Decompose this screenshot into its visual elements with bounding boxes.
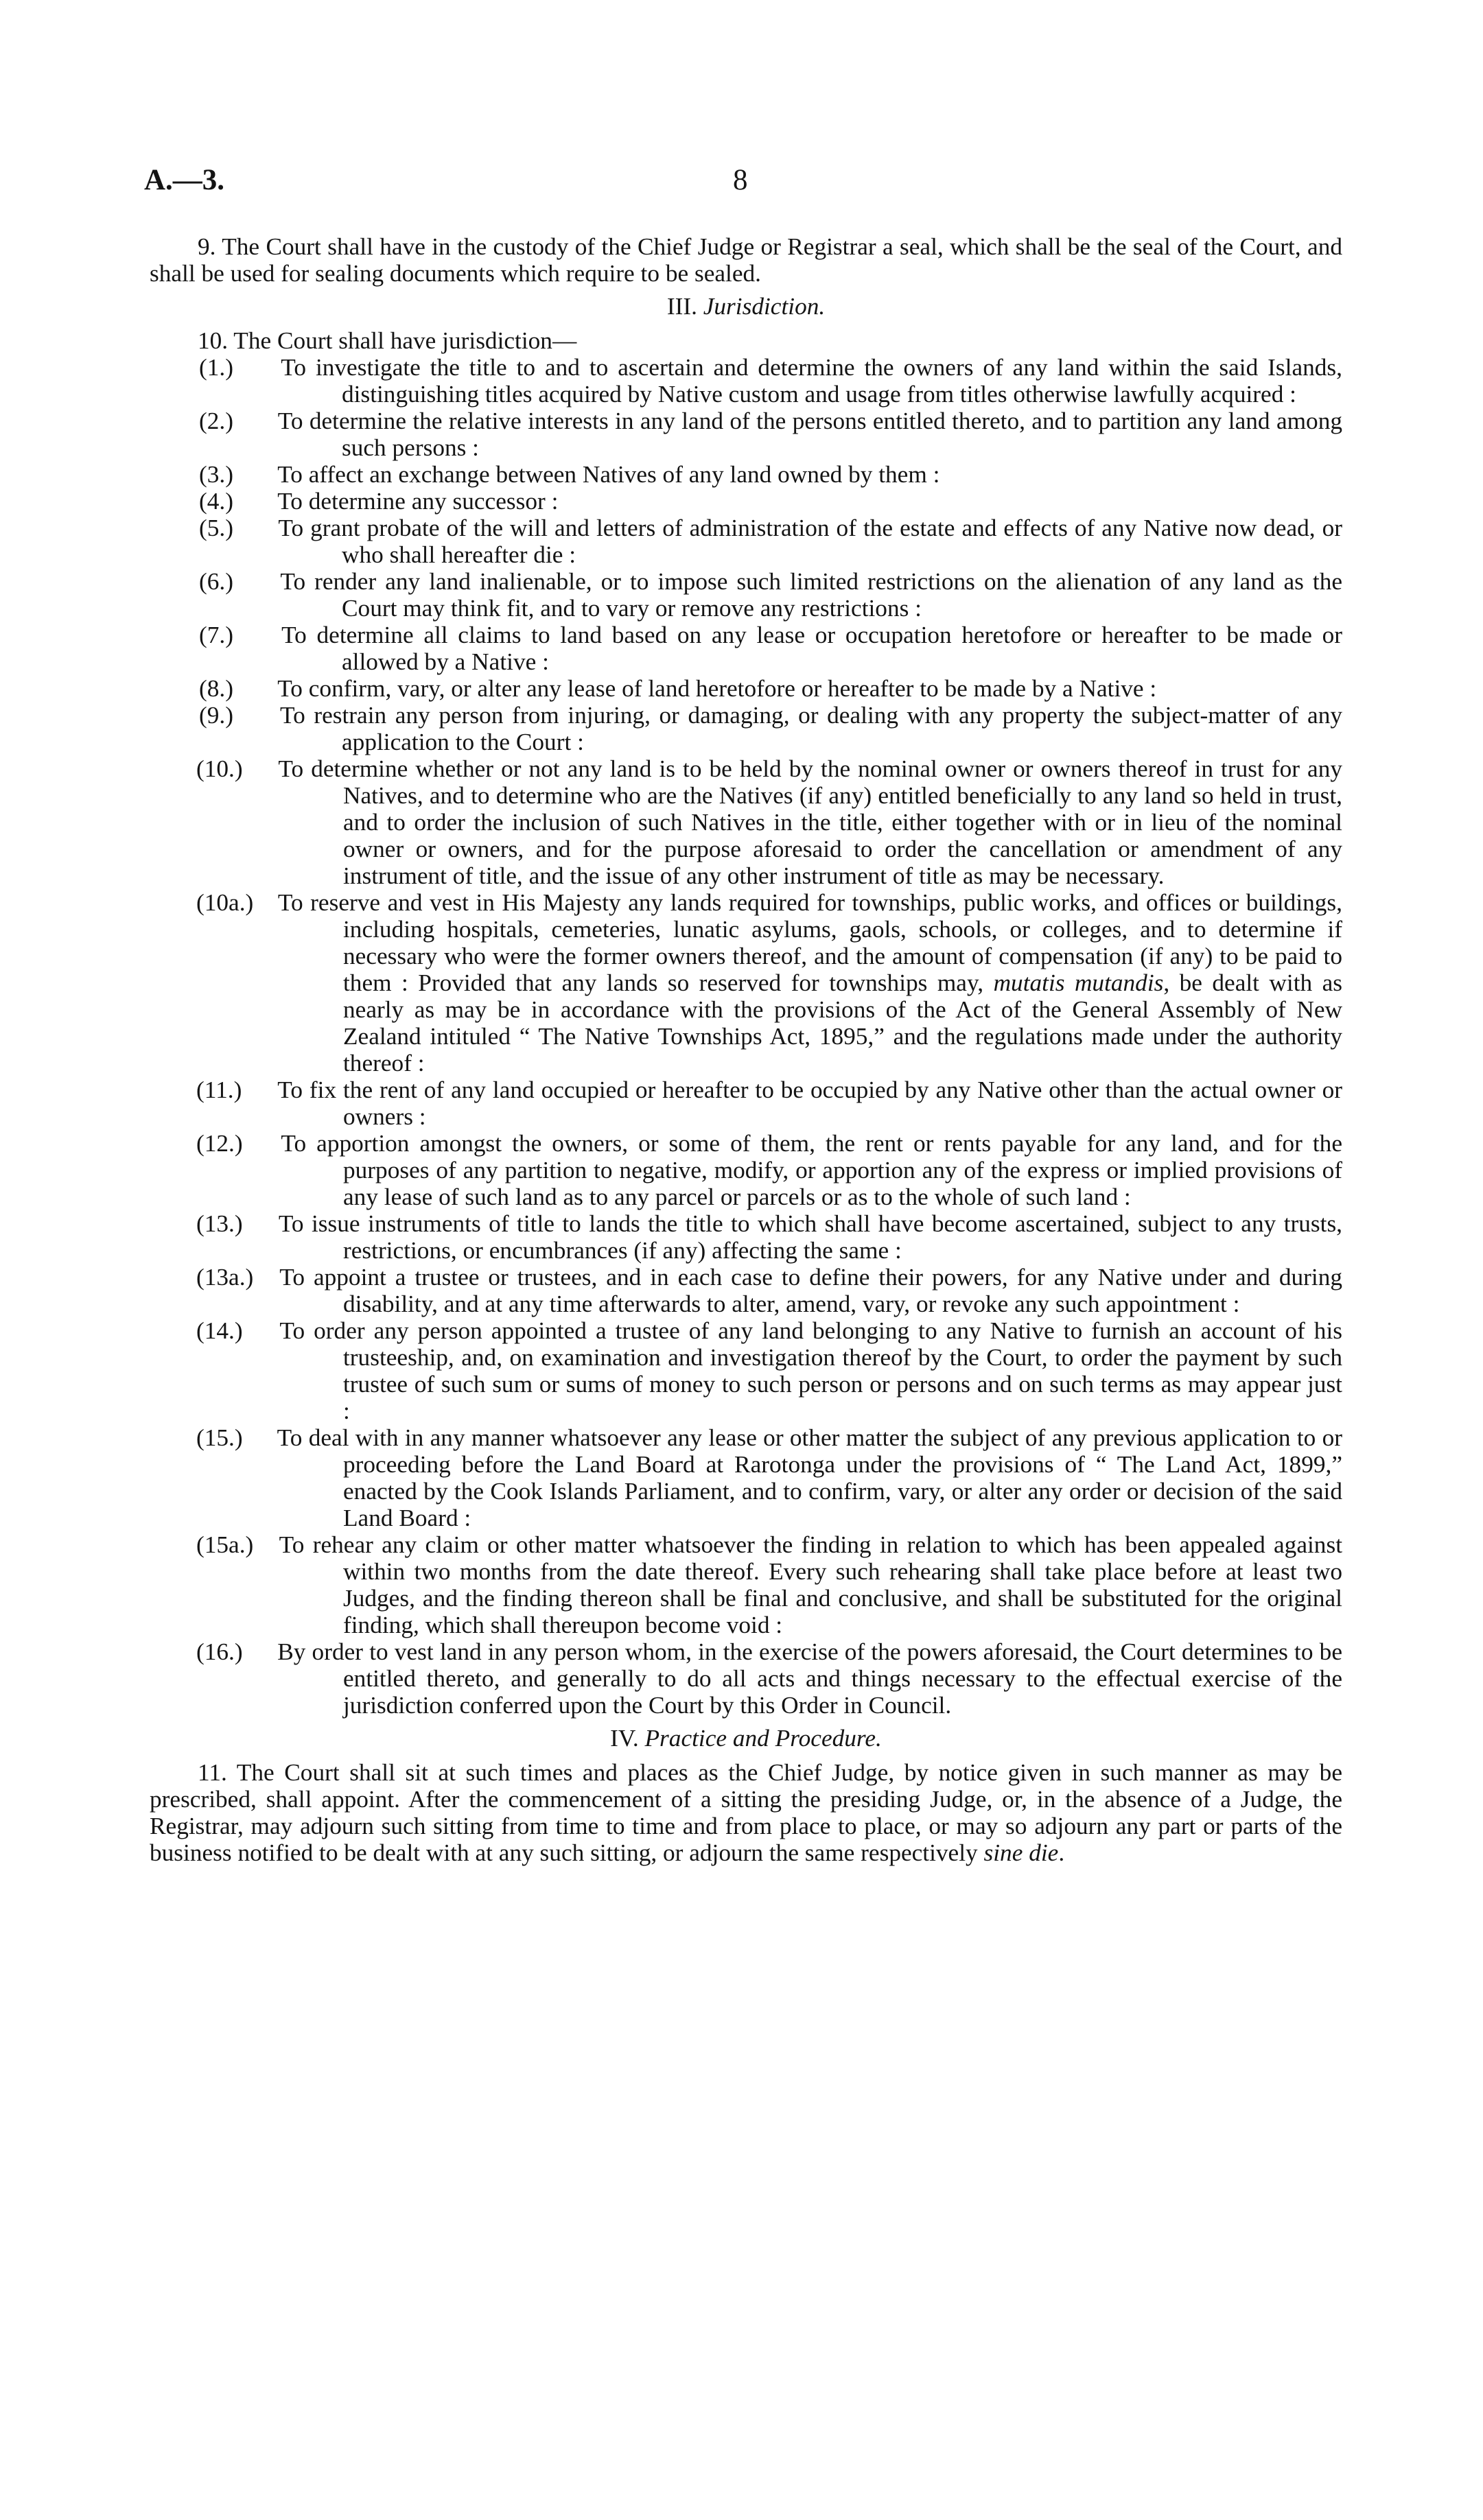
section-11-text: 11. The Court shall sit at such times and places as the Chief Judge, by notice given in such manner as may be prescribed, shall appoint. After the commencement of a sitting the presiding Judge, or, in the absence of a Judge, the Registrar, may adjourn such sitting from time to time and from place to place, or may so adjourn any part or parts of the business notified to be dealt with at any such sitting, or adjourn the same respectively bbox=[150, 1759, 1342, 1866]
list-item bbox=[150, 488, 1342, 515]
item-text: To reserve and vest in His Majesty any lands required for townships, public works, and offices or buildings, including hospitals, cemeteries, lunatic asylums, gaols, schools, or colleges, and to determine if necessary who were the former owners thereof, and the amount of compensation (if any) to be paid to them : Provided that any lands so reserved for townships may, bbox=[277, 889, 1342, 996]
item-label: (12.) bbox=[196, 1130, 243, 1157]
item-label: (15.) bbox=[196, 1424, 243, 1451]
section-11 bbox=[150, 1759, 1342, 1866]
list-item bbox=[150, 1531, 1342, 1638]
jurisdiction-list bbox=[150, 354, 1342, 1719]
list-item bbox=[150, 1210, 1342, 1264]
section-9: 9. The Court shall have in the custody of the Chief Judge or Registrar a seal, which shall be the seal of the Court, and shall be used for sealing documents which require to be sealed. bbox=[150, 233, 1342, 287]
item-label: (8.) bbox=[199, 675, 233, 702]
document-body bbox=[150, 233, 1342, 1866]
list-item bbox=[150, 622, 1342, 675]
item-label: (4.) bbox=[199, 488, 233, 515]
item-label: (5.) bbox=[199, 515, 233, 541]
item-text: To investigate the title to and to ascertain and determine the owners of any land within the said Islands, distinguishing titles acquired by Native custom and usage from titles otherwise lawfully acquired : bbox=[281, 354, 1342, 408]
item-text: To confirm, vary, or alter any lease of land heretofore or hereafter to be made by a Native : bbox=[277, 675, 1157, 702]
section-11-end: . bbox=[1058, 1839, 1065, 1866]
section-10-intro: 10. The Court shall have jurisdiction— bbox=[198, 327, 577, 354]
item-label: (3.) bbox=[199, 461, 233, 488]
item-text: To grant probate of the will and letters of administration of the estate and effects of any Native now dead, or who shall hereafter die : bbox=[278, 515, 1342, 568]
item-text: To apportion amongst the owners, or some of them, the rent or rents payable for any land, and for the purposes of any partition to negative, modify, or apportion any of the express or implied provisions of any lease of such land as to any parcel or parcels or as to the whole of such land : bbox=[281, 1130, 1342, 1210]
part-heading-iii bbox=[150, 293, 1342, 320]
item-text: To rehear any claim or other matter whatsoever the finding in relation to which has been appealed against within two months from the date thereof. Every such rehearing shall take place before at least two Judges, and the finding thereon shall be final and conclusive, and shall be substituted for the original finding, which shall thereupon become void : bbox=[279, 1531, 1342, 1638]
item-text: To affect an exchange between Natives of any land owned by them : bbox=[277, 461, 940, 488]
item-label: (14.) bbox=[196, 1317, 243, 1344]
list-item bbox=[150, 568, 1342, 622]
item-text-continued: , be dealt with as nearly as may be in accordance with the provisions of the Act of the General Assembly of New Zealand intituled “ The Native Townships Act, 1895,” and the regulations made under the authority thereof : bbox=[343, 969, 1342, 1076]
list-item bbox=[150, 354, 1342, 408]
page-number: 8 bbox=[733, 164, 748, 196]
list-item bbox=[150, 755, 1342, 889]
item-label: (2.) bbox=[199, 408, 233, 434]
item-text: To appoint a trustee or trustees, and in each case to define their powers, for any Native under and during disability, and at any time afterwards to alter, amend, vary, or revoke any such appointment : bbox=[279, 1264, 1342, 1317]
item-label: (10.) bbox=[196, 755, 243, 782]
paper-reference: A.—3. bbox=[144, 164, 225, 196]
list-item bbox=[150, 1638, 1342, 1719]
item-label: (15a.) bbox=[196, 1531, 254, 1558]
item-text: To determine whether or not any land is to be held by the nominal owner or owners thereof in trust for any Natives, and to determine who are the Natives (if any) entitled beneficially to any land so held in trust, and to order the inclusion of such Natives in the title, either together with or in lieu of the nominal owner or owners, and for the purpose aforesaid to order the cancellation or amendment of any instrument of title, and the issue of any other instrument of title as may be necessary. bbox=[278, 755, 1342, 889]
item-text: To issue instruments of title to lands the title to which shall have become ascertained, subject to any trusts, restrictions, or encumbrances (if any) affecting the same : bbox=[278, 1210, 1343, 1264]
list-item bbox=[150, 1264, 1342, 1317]
list-item bbox=[150, 1424, 1342, 1531]
list-item bbox=[150, 702, 1342, 755]
item-text: To order any person appointed a trustee of any land belonging to any Native to furnish an account of his trusteeship, and, on examination and investigation thereof by the Court, to order the payment by such trustee of such sum or sums of money to such person or persons and on such terms as may appear just : bbox=[279, 1317, 1342, 1424]
list-item bbox=[150, 889, 1342, 1076]
page-header bbox=[144, 163, 1342, 211]
latin-phrase: sine die bbox=[983, 1839, 1059, 1866]
item-label: (11.) bbox=[196, 1076, 242, 1103]
list-item bbox=[150, 1130, 1342, 1210]
list-item bbox=[150, 1076, 1342, 1130]
list-item bbox=[150, 515, 1342, 568]
item-label: (10a.) bbox=[196, 889, 254, 916]
item-text: To determine the relative interests in any land of the persons entitled thereto, and to partition any land among such persons : bbox=[277, 408, 1343, 461]
item-text: To render any land inalienable, or to impose such limited restrictions on the alienation of any land as the Court may think fit, and to vary or remove any restrictions : bbox=[280, 568, 1343, 622]
item-label: (1.) bbox=[199, 354, 233, 381]
item-label: (9.) bbox=[199, 702, 233, 729]
item-text: To determine all claims to land based on any lease or occupation heretofore or hereafter to be made or allowed by a Native : bbox=[281, 622, 1342, 675]
item-text: By order to vest land in any person whom, in the exercise of the powers aforesaid, the Court determines to be entitled thereto, and generally to do all acts and things necessary to the effectual exercise of the jurisdiction conferred upon the Court by this Order in Council. bbox=[277, 1638, 1343, 1719]
item-text: To restrain any person from injuring, or damaging, or dealing with any property the subject-matter of any application to the Court : bbox=[279, 702, 1343, 755]
list-item bbox=[150, 1317, 1342, 1424]
item-label: (6.) bbox=[199, 568, 233, 595]
item-label: (13.) bbox=[196, 1210, 243, 1237]
item-label: (16.) bbox=[196, 1638, 243, 1665]
latin-phrase: mutatis mutandis bbox=[993, 969, 1164, 996]
part-number: III. bbox=[666, 293, 697, 320]
part-title: Practice and Procedure. bbox=[644, 1725, 882, 1752]
list-item bbox=[150, 408, 1342, 461]
list-item bbox=[150, 461, 1342, 488]
item-text: To determine any successor : bbox=[277, 488, 559, 515]
part-title: Jurisdiction. bbox=[703, 293, 826, 320]
item-label: (7.) bbox=[199, 622, 233, 648]
item-text: To deal with in any manner whatsoever any lease or other matter the subject of any previous application to or proceeding before the Land Board at Rarotonga under the provisions of “ The Land Act, 1899,” enacted by the Cook Islands Parliament, and to confirm, vary, or alter any order or decision of the said Land Board : bbox=[277, 1424, 1342, 1531]
list-item bbox=[150, 675, 1342, 702]
part-number: IV. bbox=[610, 1725, 639, 1752]
item-text: To fix the rent of any land occupied or hereafter to be occupied by any Native other than the actual owner or owners : bbox=[277, 1076, 1343, 1130]
item-label: (13a.) bbox=[196, 1264, 254, 1291]
part-heading-iv bbox=[150, 1725, 1342, 1752]
